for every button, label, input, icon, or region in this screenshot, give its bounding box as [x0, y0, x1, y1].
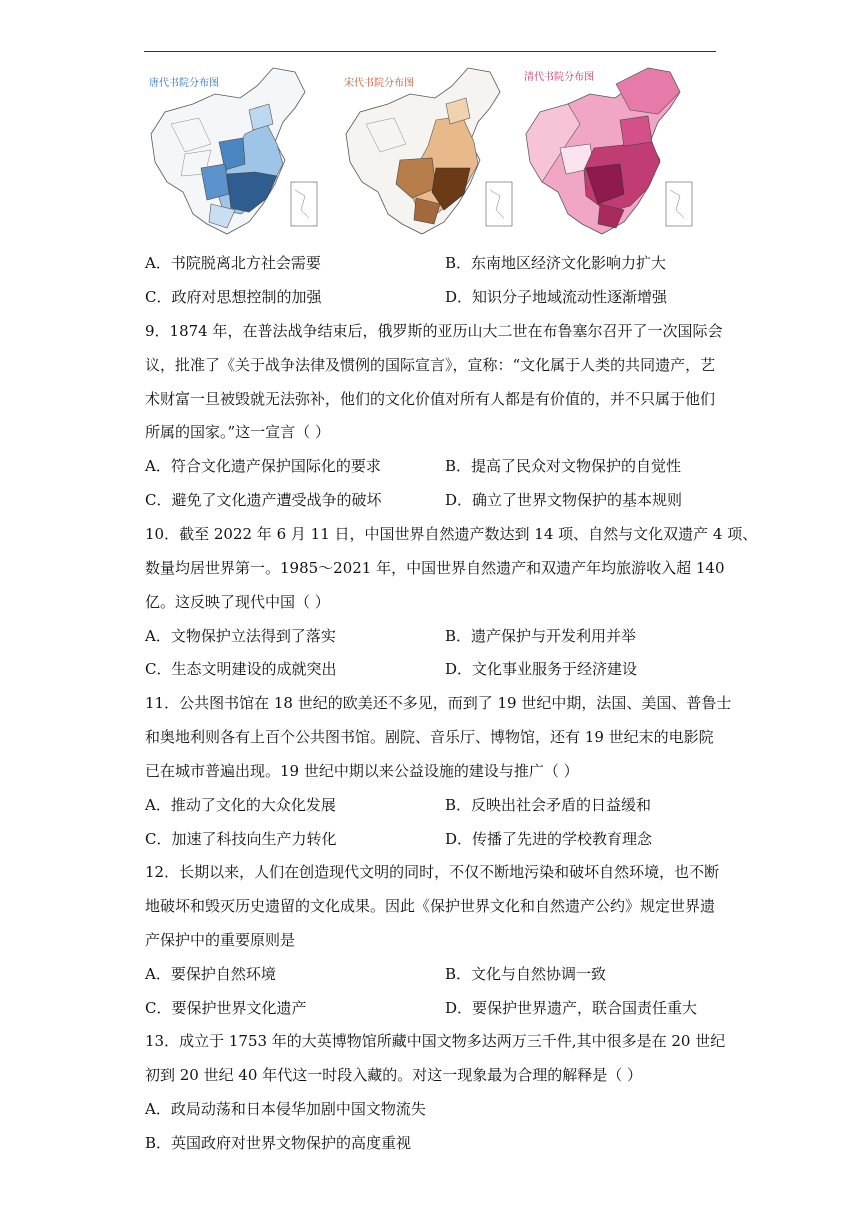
q13-option-b[interactable]: B．英国政府对世界文物保护的高度重视: [145, 1134, 412, 1152]
q11-option-a[interactable]: A．推动了文化的大众化发展: [145, 796, 336, 814]
q8-option-a[interactable]: A．书院脱离北方社会需要: [145, 254, 321, 272]
q11-option-c[interactable]: C．加速了科技向生产力转化: [145, 830, 337, 848]
q11-option-d[interactable]: D．传播了先进的学校教育理念: [445, 830, 653, 848]
q12-option-a[interactable]: A．要保护自然环境: [145, 965, 276, 983]
q9-stem-line: 议，批准了《关于战争法律及惯例的国际宣言》，宣称：“文化属于人类的共同遗产，艺: [145, 356, 716, 374]
q10-stem-line: 10．截至 2022 年 6 月 11 日，中国世界自然遗产数达到 14 项、自然与文化双遗产 4 项、: [145, 525, 758, 543]
q9-stem-line: 9．1874 年，在普法战争结束后，俄罗斯的亚历山大二世在布鲁塞尔召开了一次国际会: [145, 322, 723, 340]
tang-map-image: [145, 64, 323, 240]
q9-stem-line: 术财富一旦被毁就无法弥补，他们的文化价值对所有人都是有价值的，并不只属于他们: [145, 390, 716, 408]
q12-option-c[interactable]: C．要保护世界文化遗产: [145, 999, 307, 1017]
tang-academy-map: [145, 64, 323, 240]
song-map-title: 宋代书院分布图: [344, 78, 414, 89]
q10-stem-line: 数量均居世界第一。1985～2021 年，中国世界自然遗产和双遗产年均旅游收入超 140: [145, 559, 725, 577]
q10-option-b[interactable]: B．遗产保护与开发利用并举: [445, 627, 637, 645]
song-academy-map: [340, 64, 518, 240]
q13-stem-line: 初到 20 世纪 40 年代这一时段入藏的。对这一现象最为合理的解释是（ ）: [145, 1066, 643, 1084]
q9-option-b[interactable]: B．提高了民众对文物保护的自觉性: [445, 457, 682, 475]
q13-option-a[interactable]: A．政局动荡和日本侵华加剧中国文物流失: [145, 1100, 426, 1118]
q10-option-c[interactable]: C．生态文明建设的成就突出: [145, 660, 337, 678]
q10-option-a[interactable]: A．文物保护立法得到了落实: [145, 627, 336, 645]
q8-option-c[interactable]: C．政府对思想控制的加强: [145, 288, 322, 306]
map-figure-group: [145, 64, 715, 244]
q9-stem-line: 所属的国家。”这一宣言（ ）: [145, 423, 330, 441]
q8-option-b[interactable]: B．东南地区经济文化影响力扩大: [445, 254, 667, 272]
header-rule: [144, 51, 716, 52]
q12-option-b[interactable]: B．文化与自然协调一致: [445, 965, 607, 983]
q11-stem-line: 和奥地利则各有上百个公共图书馆。剧院、音乐厅、博物馆，还有 19 世纪末的电影院: [145, 728, 714, 746]
q13-stem-line: 13．成立于 1753 年的大英博物馆所藏中国文物多达两万三千件,其中很多是在 20 世纪: [145, 1032, 726, 1050]
song-map-image: [340, 64, 518, 240]
q11-option-b[interactable]: B．反映出社会矛盾的日益缓和: [445, 796, 652, 814]
q12-stem-line: 地破坏和毁灭历史遗留的文化成果。因此《保护世界文化和自然遗产公约》规定世界遗: [145, 897, 716, 915]
qing-map-image: [520, 64, 698, 240]
q12-stem-line: 产保护中的重要原则是: [145, 931, 296, 949]
q11-stem-line: 已在城市普遍出现。19 世纪中期以来公益设施的建设与推广（ ）: [145, 762, 579, 780]
qing-map-title: 清代书院分布图: [524, 72, 594, 83]
q9-option-c[interactable]: C．避免了文化遗产遭受战争的破坏: [145, 491, 382, 509]
q12-stem-line: 12．长期以来，人们在创造现代文明的同时，不仅不断地污染和破坏自然环境，也不断: [145, 863, 720, 881]
q10-stem-line: 亿。这反映了现代中国（ ）: [145, 593, 330, 611]
q12-option-d[interactable]: D．要保护世界遗产，联合国责任重大: [445, 999, 698, 1017]
q8-option-d[interactable]: D．知识分子地域流动性逐渐增强: [445, 288, 668, 306]
q11-stem-line: 11．公共图书馆在 18 世纪的欧美还不多见，而到了 19 世纪中期，法国、美国、普鲁士: [145, 694, 732, 712]
q9-option-d[interactable]: D．确立了世界文物保护的基本规则: [445, 491, 683, 509]
q10-option-d[interactable]: D．文化事业服务于经济建设: [445, 660, 638, 678]
qing-academy-map: [520, 64, 698, 240]
q9-option-a[interactable]: A．符合文化遗产保护国际化的要求: [145, 457, 381, 475]
tang-map-title: 唐代书院分布图: [149, 78, 219, 89]
